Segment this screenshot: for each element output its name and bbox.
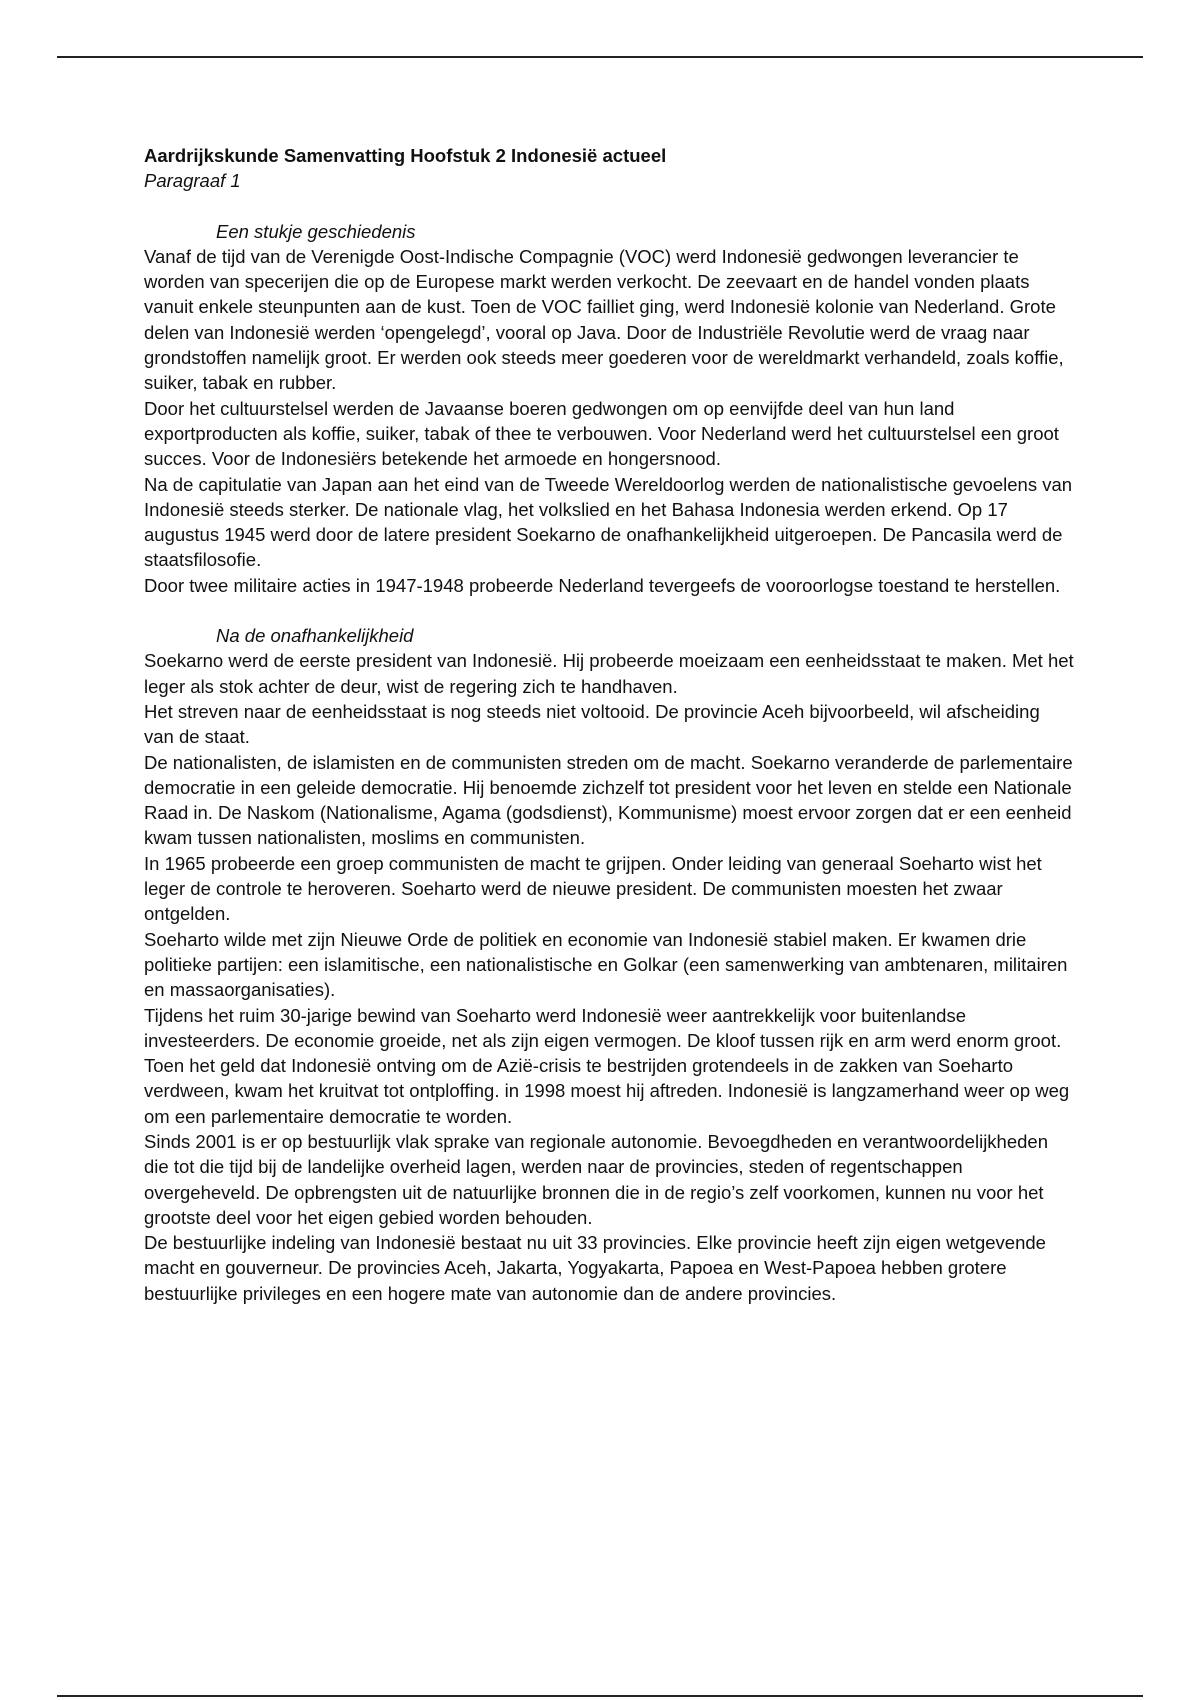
bottom-rule: [57, 1695, 1143, 1697]
body-paragraph: Na de capitulatie van Japan aan het eind van de Tweede Wereldoorlog werden de nationalistische gevoelens van Indonesië steeds sterker. De nationale vlag, het volkslied en het Bahasa Indonesia werden erkend. Op 17 augustus 1945 werd door de latere president Soekarno de onafhankelijkheid uitgeroepen. De Pancasila werd de staatsfilosofie.: [144, 473, 1073, 571]
body-paragraph: De bestuurlijke indeling van Indonesië bestaat nu uit 33 provincies. Elke provincie heeft zijn eigen wetgevende macht en gouverneur. De provincies Aceh, Jakarta, Yogyakarta, Papoea en West-Papoea hebben grotere bestuurlijke privileges en een hogere mate van autonomie dan de andere provincies.: [144, 1232, 1046, 1304]
section-heading: Na de onafhankelijkheid: [216, 625, 414, 647]
body-paragraph: Toen het geld dat Indonesië ontving om de Azië-crisis te bestrijden grotendeels in de zakken van Soeharto verdween, kwam het kruitvat tot ontploffing. in 1998 moest hij aftreden. Indonesië is langzamerhand weer op weg om een parlementaire democratie te worden.: [144, 1055, 1070, 1127]
body-paragraph: Het streven naar de eenheidsstaat is nog steeds niet voltooid. De provincie Aceh bijvoorbeeld, wil afscheiding van de staat.: [144, 700, 1040, 748]
section-heading: Een stukje geschiedenis: [216, 220, 416, 242]
body-paragraph: In 1965 probeerde een groep communisten de macht te grijpen. Onder leiding van generaal Soeharto wist het leger de controle te heroveren. Soeharto werd de nieuwe president. De communisten moesten het zwaar ontgelden.: [144, 852, 1042, 925]
body-paragraph: Soekarno werd de eerste president van Indonesië. Hij probeerde moeizaam een eenheidsstaat te maken. Met het leger als stok achter de deur, wist de regering zich te handhaven.: [144, 650, 1074, 697]
section-independence: [144, 623, 1074, 1306]
section-history: [144, 219, 1074, 598]
body-paragraph: De nationalisten, de islamisten en de communisten streden om de macht. Soekarno veranderde de parlementaire democratie in een geleide democratie. Hij benoemde zichzelf tot president voor het leven en stelde een Nationale Raad in. De Naskom (Nationalisme, Agama (godsdienst), Kommunisme) moest ervoor zorgen dat er een eenheid kwam tussen nationalisten, moslims en communisten.: [144, 751, 1073, 849]
body-paragraph: Vanaf de tijd van de Verenigde Oost-Indische Compagnie (VOC) werd Indonesië gedwongen leverancier te worden van specerijen die op de Europese markt werden verkocht. De zeevaart en de handel vonden plaats vanuit enkele steunpunten aan de kust. Toen de VOC failliet ging, werd Indonesië kolonie van Nederland. Grote delen van Indonesië werden ‘opengelegd’, vooral op Java. Door de Industriële Revolutie werd de vraag naar grondstoffen namelijk groot. Er werden ook steeds meer goederen voor de wereldmarkt verhandeld, zoals koffie, suiker, tabak en rubber.: [144, 245, 1064, 394]
paragraph-label: Paragraaf 1: [144, 170, 241, 192]
document-body: [144, 143, 1074, 1306]
body-paragraph: Sinds 2001 is er op bestuurlijk vlak sprake van regionale autonomie. Bevoegdheden en verantwoordelijkheden die tot die tijd bij de landelijke overheid lagen, werden naar de provincies, steden of regentschappen overgeheveld. De opbrengsten uit de natuurlijke bronnen die in de regio’s zelf voorkomen, kunnen nu voor het grootste deel voor het eigen gebied worden behouden.: [144, 1130, 1048, 1228]
body-paragraph: Door het cultuurstelsel werden de Javaanse boeren gedwongen om op eenvijfde deel van hun land exportproducten als koffie, suiker, tabak of thee te verbouwen. Voor Nederland werd het cultuurstelsel een groot succes. Voor de Indonesiërs betekende het armoede en hongersnood.: [144, 397, 1059, 470]
body-paragraph: Tijdens het ruim 30-jarige bewind van Soeharto werd Indonesië weer aantrekkelijk voor buitenlandse investeerders. De economie groeide, net als zijn eigen vermogen. De kloof tussen rijk en arm werd enorm groot.: [144, 1004, 1062, 1051]
body-paragraph: Soeharto wilde met zijn Nieuwe Orde de politiek en economie van Indonesië stabiel maken. Er kwamen drie politieke partijen: een islamitische, een nationalistische en Golkar (een samenwerking van ambtenaren, militairen en massaorganisaties).: [144, 928, 1068, 1001]
top-rule: [57, 56, 1143, 58]
document-title: Aardrijkskunde Samenvatting Hoofstuk 2 Indonesië actueel: [144, 145, 667, 166]
body-paragraph: Door twee militaire acties in 1947-1948 probeerde Nederland tevergeefs de vooroorlogse toestand te herstellen.: [144, 574, 1061, 596]
